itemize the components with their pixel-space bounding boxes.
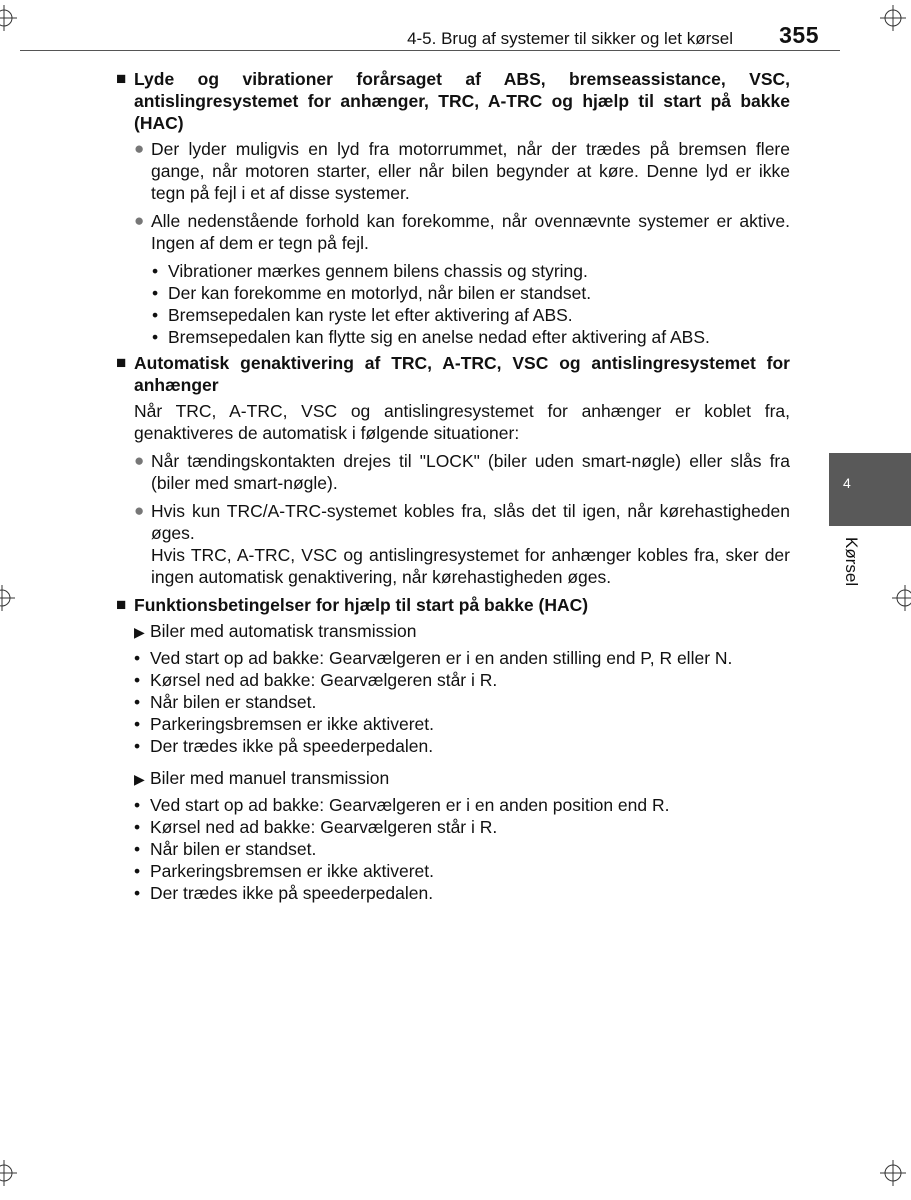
- condition-item-text: Parkeringsbremsen er ikke aktiveret.: [150, 861, 434, 881]
- chapter-tab: [829, 453, 911, 526]
- section-hac-conditions: [116, 594, 790, 904]
- condition-item-text: Når bilen er standset.: [150, 692, 317, 712]
- small-bullet-icon: •: [134, 648, 141, 668]
- condition-item-text: Når bilen er standset.: [150, 839, 317, 859]
- small-bullet-icon: •: [152, 283, 159, 303]
- registration-mark-top-left-icon: [0, 5, 17, 31]
- small-bullet-icon: •: [152, 327, 159, 347]
- condition-item: [134, 838, 790, 860]
- sub-list-item: [152, 304, 790, 326]
- section-heading-text: Lyde og vibrationer forårsaget af ABS, bremseassistance, VSC, antislingresystemet for anhænger, TRC, A-TRC og hjælp til start på bakke (HAC): [134, 69, 790, 133]
- condition-item-text: Ved start op ad bakke: Gearvælgeren er i en anden stilling end P, R eller N.: [150, 648, 733, 668]
- registration-mark-bottom-right-icon: [880, 1160, 906, 1186]
- condition-item-text: Der trædes ikke på speederpedalen.: [150, 736, 434, 756]
- small-bullet-icon: •: [134, 795, 141, 815]
- square-bullet-icon: ■: [116, 353, 127, 372]
- small-bullet-icon: •: [134, 883, 141, 903]
- registration-mark-mid-right-icon: [892, 585, 911, 611]
- list-item-text: [151, 500, 790, 588]
- sub-list-item: [152, 326, 790, 348]
- page-content: [116, 68, 790, 908]
- condition-list: [134, 647, 790, 757]
- list-item-text-main: Hvis kun TRC/A-TRC-systemet kobles fra, slås det til igen, når kørehastigheden øges.: [151, 501, 790, 543]
- circle-bullet-icon: ●: [134, 139, 145, 158]
- condition-item-text: Kørsel ned ad bakke: Gearvælgeren står i R.: [150, 670, 498, 690]
- small-bullet-icon: •: [134, 670, 141, 690]
- section-intro: Når TRC, A-TRC, VSC og antislingresystemet for anhænger er koblet fra, genaktiveres de automatisk i følgende situationer:: [134, 401, 790, 443]
- section-heading-text: Automatisk genaktivering af TRC, A-TRC, VSC og antislingresystemet for anhænger: [134, 353, 790, 395]
- small-bullet-icon: •: [152, 261, 159, 281]
- square-bullet-icon: ■: [116, 595, 127, 614]
- condition-item: [134, 669, 790, 691]
- section-heading-text: Funktionsbetingelser for hjælp til start på bakke (HAC): [134, 595, 589, 615]
- condition-item-text: Der trædes ikke på speederpedalen.: [150, 883, 434, 903]
- list-item-text: Der lyder muligvis en lyd fra motorrummet, når der trædes på bremsen flere gange, når motoren starter, eller når bilen begynder at køre. Denne lyd er ikke tegn på fejl i et af disse systemer.: [151, 139, 790, 203]
- sub-list: [152, 260, 790, 348]
- sub-list-item: [152, 260, 790, 282]
- triangle-right-icon: ▶: [134, 771, 145, 787]
- list-item-text: Når tændingskontakten drejes til "LOCK" (biler uden smart-nøgle) eller slås fra (biler med smart-nøgle).: [151, 451, 790, 493]
- small-bullet-icon: •: [134, 861, 141, 881]
- list-item: [134, 500, 790, 588]
- condition-item: [134, 794, 790, 816]
- sub-list-item: [152, 282, 790, 304]
- square-bullet-icon: ■: [116, 69, 127, 88]
- small-bullet-icon: •: [134, 692, 141, 712]
- section-heading: [116, 352, 790, 396]
- condition-item: [134, 713, 790, 735]
- page-number: 355: [779, 22, 819, 48]
- group-title: [134, 767, 790, 790]
- list-item-continuation: Hvis TRC, A-TRC, VSC og antislingresystemet for anhænger kobles fra, sker der ingen automatisk genaktivering, når kørehastigheden øges.: [151, 545, 790, 587]
- circle-bullet-icon: ●: [134, 451, 145, 470]
- condition-item: [134, 735, 790, 757]
- condition-item: [134, 691, 790, 713]
- list-item-text: Alle nedenstående forhold kan forekomme, når ovennævnte systemer er aktive. Ingen af dem er tegn på fejl.: [151, 211, 790, 253]
- sub-list-item-text: Bremsepedalen kan flytte sig en anelse nedad efter aktivering af ABS.: [168, 327, 710, 347]
- circle-bullet-icon: ●: [134, 211, 145, 230]
- small-bullet-icon: •: [134, 736, 141, 756]
- circle-bullet-icon: ●: [134, 501, 145, 520]
- condition-item-text: Kørsel ned ad bakke: Gearvælgeren står i R.: [150, 817, 498, 837]
- triangle-right-icon: ▶: [134, 624, 145, 640]
- list-item: [134, 210, 790, 254]
- group-title-text: Biler med automatisk transmission: [150, 621, 417, 641]
- group-title-text: Biler med manuel transmission: [150, 768, 390, 788]
- list-item: [134, 450, 790, 494]
- condition-item: [134, 882, 790, 904]
- small-bullet-icon: •: [134, 839, 141, 859]
- chapter-tab-number: 4: [843, 475, 851, 491]
- condition-list: [134, 794, 790, 904]
- section-heading: [116, 594, 790, 616]
- condition-item-text: Parkeringsbremsen er ikke aktiveret.: [150, 714, 434, 734]
- small-bullet-icon: •: [134, 817, 141, 837]
- running-header-section: 4-5. Brug af systemer til sikker og let kørsel: [407, 29, 733, 48]
- section-heading: [116, 68, 790, 134]
- registration-mark-top-right-icon: [880, 5, 906, 31]
- list-item: [134, 138, 790, 204]
- sub-list-item-text: Bremsepedalen kan ryste let efter aktivering af ABS.: [168, 305, 573, 325]
- header-rule: [20, 50, 840, 51]
- condition-item-text: Ved start op ad bakke: Gearvælgeren er i en anden position end R.: [150, 795, 670, 815]
- sub-list-item-text: Der kan forekomme en motorlyd, når bilen er standset.: [168, 283, 592, 303]
- registration-mark-bottom-left-icon: [0, 1160, 17, 1186]
- condition-item: [134, 860, 790, 882]
- condition-item: [134, 647, 790, 669]
- condition-item: [134, 816, 790, 838]
- chapter-tab-label: Kørsel: [842, 537, 861, 587]
- section-auto-reactivation: [116, 352, 790, 588]
- section-noise-vibration: [116, 68, 790, 348]
- group-title: [134, 620, 790, 643]
- small-bullet-icon: •: [134, 714, 141, 734]
- small-bullet-icon: •: [152, 305, 159, 325]
- registration-mark-mid-left-icon: [0, 585, 15, 611]
- sub-list-item-text: Vibrationer mærkes gennem bilens chassis og styring.: [168, 261, 588, 281]
